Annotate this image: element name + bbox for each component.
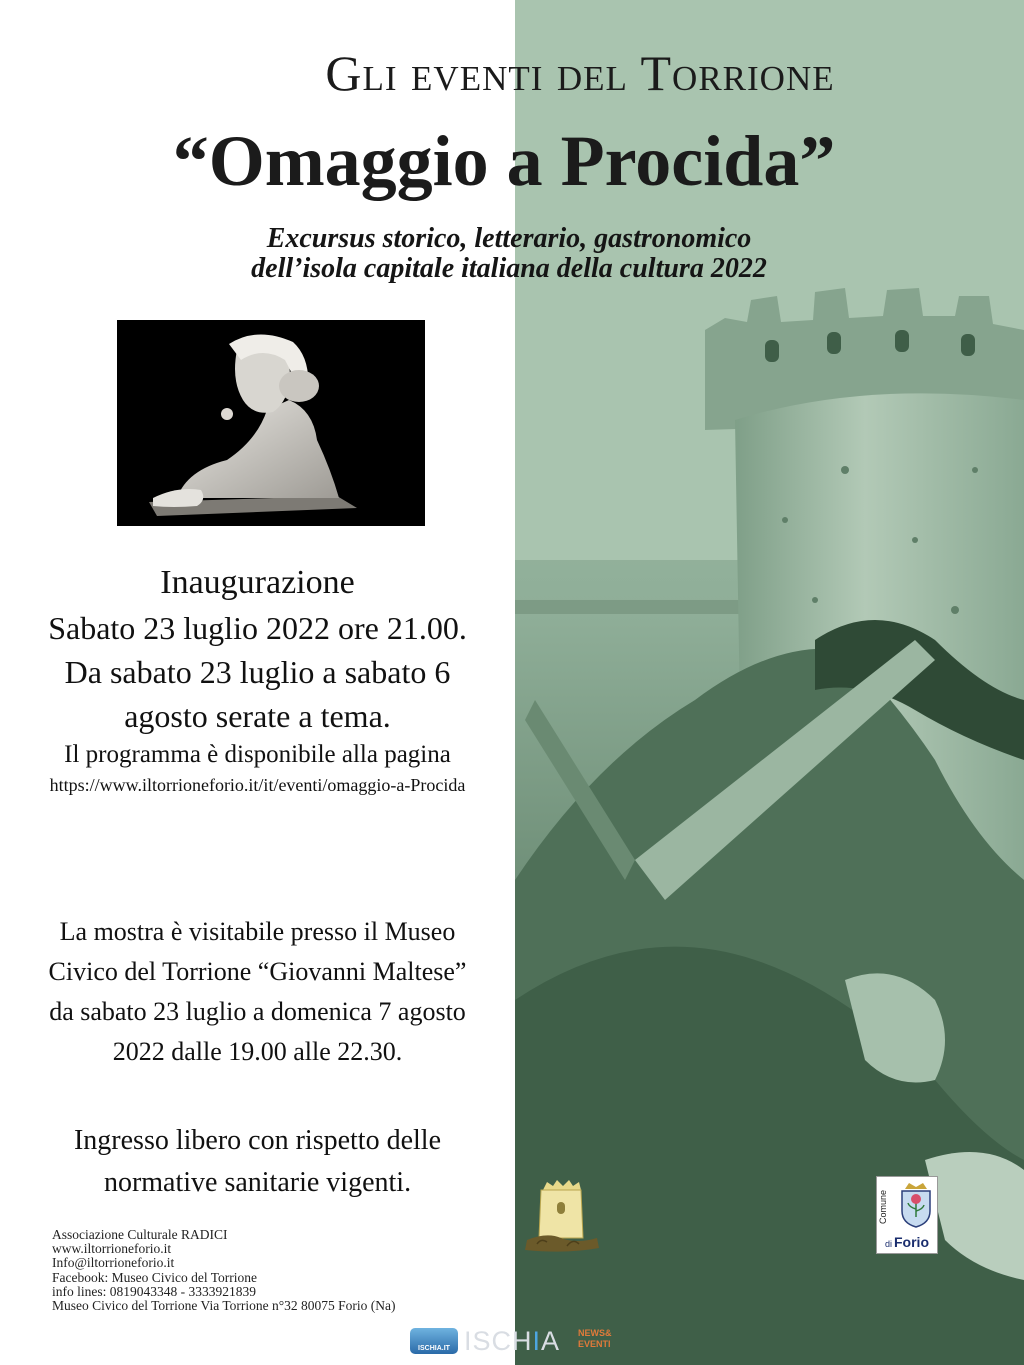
ischia-tag-news: NEWS& [578,1328,612,1338]
sculpture-image [117,320,425,526]
sculpture-drawing [117,320,425,526]
footer-association: Associazione Culturale RADICI [52,1227,228,1242]
exhibition-line3: da sabato 23 luglio a domenica 7 agosto [49,997,466,1026]
tower-photo-drawing [515,0,1024,1365]
exhibition-line2: Civico del Torrione “Giovanni Maltese” [48,957,467,986]
program-url[interactable]: https://www.iltorrioneforio.it/it/eventi/omaggio-a-Procida [49,775,466,795]
exhibition-line1: La mostra è visitabile presso il Museo [59,917,456,946]
footer-facebook: Facebook: Museo Civico del Torrione [52,1269,258,1285]
ischia-word-b: I [532,1326,542,1356]
comune-name [877,1234,937,1250]
entry-line1: Ingresso libero con rispetto delle [73,1125,441,1156]
footer-email[interactable]: Info@iltorrioneforio.it [52,1255,175,1271]
inauguration-heading: Inaugurazione [160,564,355,601]
ischia-news-logo [410,1326,620,1356]
inauguration-block [0,560,515,798]
footer-phones: info lines: 0819043348 - 3333921839 [52,1283,256,1299]
tower-logo-drawing [517,1168,605,1256]
subtitle-line1: Excursus storico, letterario, gastronomico [266,223,752,254]
poster-subtitle [0,224,1018,284]
ischia-word-a: ISCH [464,1326,533,1356]
entry-line2: normative sanitarie vigenti. [103,1167,412,1198]
inauguration-date: Sabato 23 luglio 2022 ore 21.00. [48,610,467,646]
subtitle-line2: dell’isola capitale italiana della cultura 2022 [251,253,767,284]
ischia-word-c: A [541,1326,561,1356]
footer-contacts [52,1228,396,1313]
comune-forio-logo [876,1176,938,1254]
ischia-tag-eventi: EVENTI [578,1339,611,1349]
comune-label: Comune [878,1189,888,1225]
tower-photo [515,0,1024,1365]
comune-forio: Forio [894,1234,929,1250]
poster-title-line1: Gli eventi del Torrione [325,45,835,101]
torrione-tower-logo [517,1168,605,1256]
comune-shield-icon [899,1181,933,1229]
poster-title-line2: “Omaggio a Procida” [172,121,836,201]
entry-block [0,1120,515,1204]
exhibition-block [0,912,515,1072]
comune-di: di [884,1239,892,1249]
inauguration-range-line1: Da sabato 23 luglio a sabato 6 [64,654,451,690]
footer-website[interactable]: www.iltorrioneforio.it [52,1241,172,1257]
ischia-wordmark [464,1326,560,1357]
ischia-badge [410,1328,458,1354]
footer-address: Museo Civico del Torrione Via Torrione n°32 80075 Forio (Na) [52,1298,396,1314]
exhibition-line4: 2022 dalle 19.00 alle 22.30. [112,1037,403,1066]
ischia-tagline [578,1328,612,1350]
ischia-badge-text: ISCHIA.IT [418,1345,450,1352]
program-text: Il programma è disponibile alla pagina [64,741,451,768]
inauguration-range-line2: agosto serate a tema. [124,698,391,734]
